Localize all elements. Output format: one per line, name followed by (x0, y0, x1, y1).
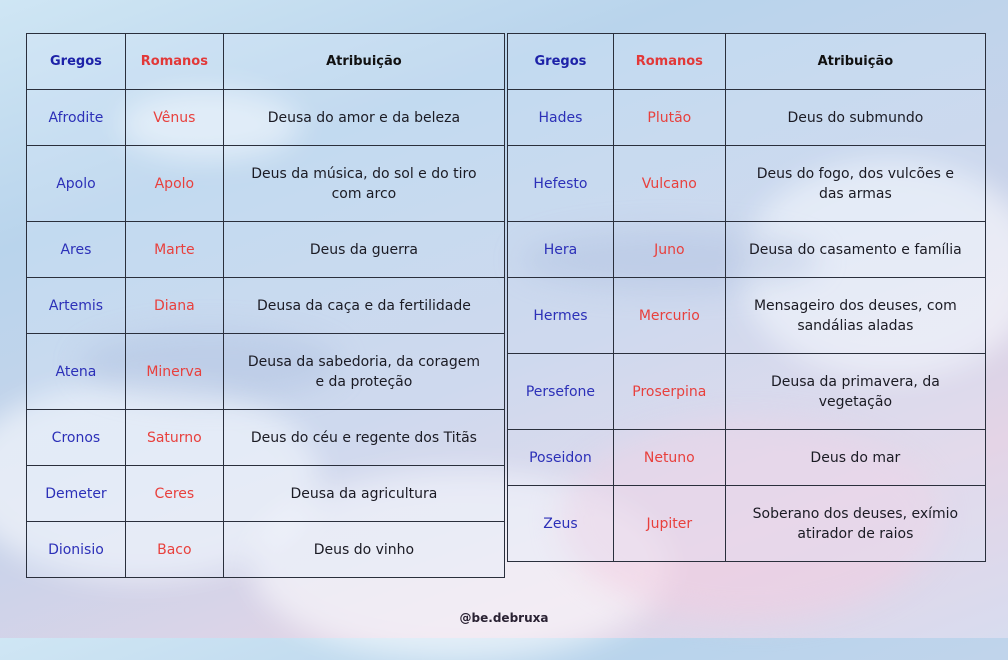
roman-name: Saturno (125, 410, 223, 466)
greek-name: Hera (508, 222, 614, 278)
roman-name: Netuno (613, 430, 725, 486)
greek-name: Hermes (508, 278, 614, 354)
table-header-row (508, 34, 986, 90)
attribution: Deus da guerra (223, 222, 504, 278)
header-roman: Romanos (613, 34, 725, 90)
attribution: Soberano dos deuses, exímio atirador de raios (725, 486, 985, 562)
greek-name: Cronos (27, 410, 126, 466)
roman-name: Mercurio (613, 278, 725, 354)
attribution: Deus do fogo, dos vulcões e das armas (725, 146, 985, 222)
attribution: Deusa do casamento e família (725, 222, 985, 278)
roman-name: Vênus (125, 90, 223, 146)
table-row (27, 522, 505, 578)
greek-name: Dionisio (27, 522, 126, 578)
roman-name: Plutão (613, 90, 725, 146)
attribution: Deus do submundo (725, 90, 985, 146)
roman-name: Marte (125, 222, 223, 278)
greek-name: Ares (27, 222, 126, 278)
header-greek: Gregos (27, 34, 126, 90)
attribution: Deusa da primavera, da vegetação (725, 354, 985, 430)
header-greek: Gregos (508, 34, 614, 90)
attribution: Deusa do amor e da beleza (223, 90, 504, 146)
table-row (27, 466, 505, 522)
attribution: Deus da música, do sol e do tiro com arco (223, 146, 504, 222)
table-row (27, 278, 505, 334)
table-row (27, 410, 505, 466)
greek-name: Zeus (508, 486, 614, 562)
greek-name: Demeter (27, 466, 126, 522)
greek-name: Artemis (27, 278, 126, 334)
attribution: Deusa da caça e da fertilidade (223, 278, 504, 334)
attribution: Deus do mar (725, 430, 985, 486)
table-row (508, 486, 986, 562)
attribution: Mensageiro dos deuses, com sandálias aladas (725, 278, 985, 354)
roman-name: Vulcano (613, 146, 725, 222)
table-row (27, 334, 505, 410)
greek-name: Persefone (508, 354, 614, 430)
roman-name: Juno (613, 222, 725, 278)
gods-table-right (507, 33, 986, 562)
greek-name: Apolo (27, 146, 126, 222)
greek-name: Hefesto (508, 146, 614, 222)
table-row (508, 354, 986, 430)
table-row (27, 90, 505, 146)
table-row (508, 90, 986, 146)
table-row (508, 146, 986, 222)
table-header-row (27, 34, 505, 90)
roman-name: Baco (125, 522, 223, 578)
roman-name: Ceres (125, 466, 223, 522)
header-attribution: Atribuição (725, 34, 985, 90)
attribution: Deus do céu e regente dos Titãs (223, 410, 504, 466)
header-roman: Romanos (125, 34, 223, 90)
attribution: Deus do vinho (223, 522, 504, 578)
greek-name: Hades (508, 90, 614, 146)
roman-name: Apolo (125, 146, 223, 222)
header-attribution: Atribuição (223, 34, 504, 90)
author-handle: @be.debruxa (459, 611, 549, 625)
greek-name: Atena (27, 334, 126, 410)
table-row (27, 146, 505, 222)
table-row (508, 278, 986, 354)
table-row (508, 222, 986, 278)
roman-name: Proserpina (613, 354, 725, 430)
attribution: Deusa da agricultura (223, 466, 504, 522)
table-row (508, 430, 986, 486)
greek-name: Poseidon (508, 430, 614, 486)
greek-name: Afrodite (27, 90, 126, 146)
roman-name: Diana (125, 278, 223, 334)
gods-table-left (26, 33, 505, 578)
table-row (27, 222, 505, 278)
attribution: Deusa da sabedoria, da coragem e da proteção (223, 334, 504, 410)
roman-name: Minerva (125, 334, 223, 410)
roman-name: Jupiter (613, 486, 725, 562)
